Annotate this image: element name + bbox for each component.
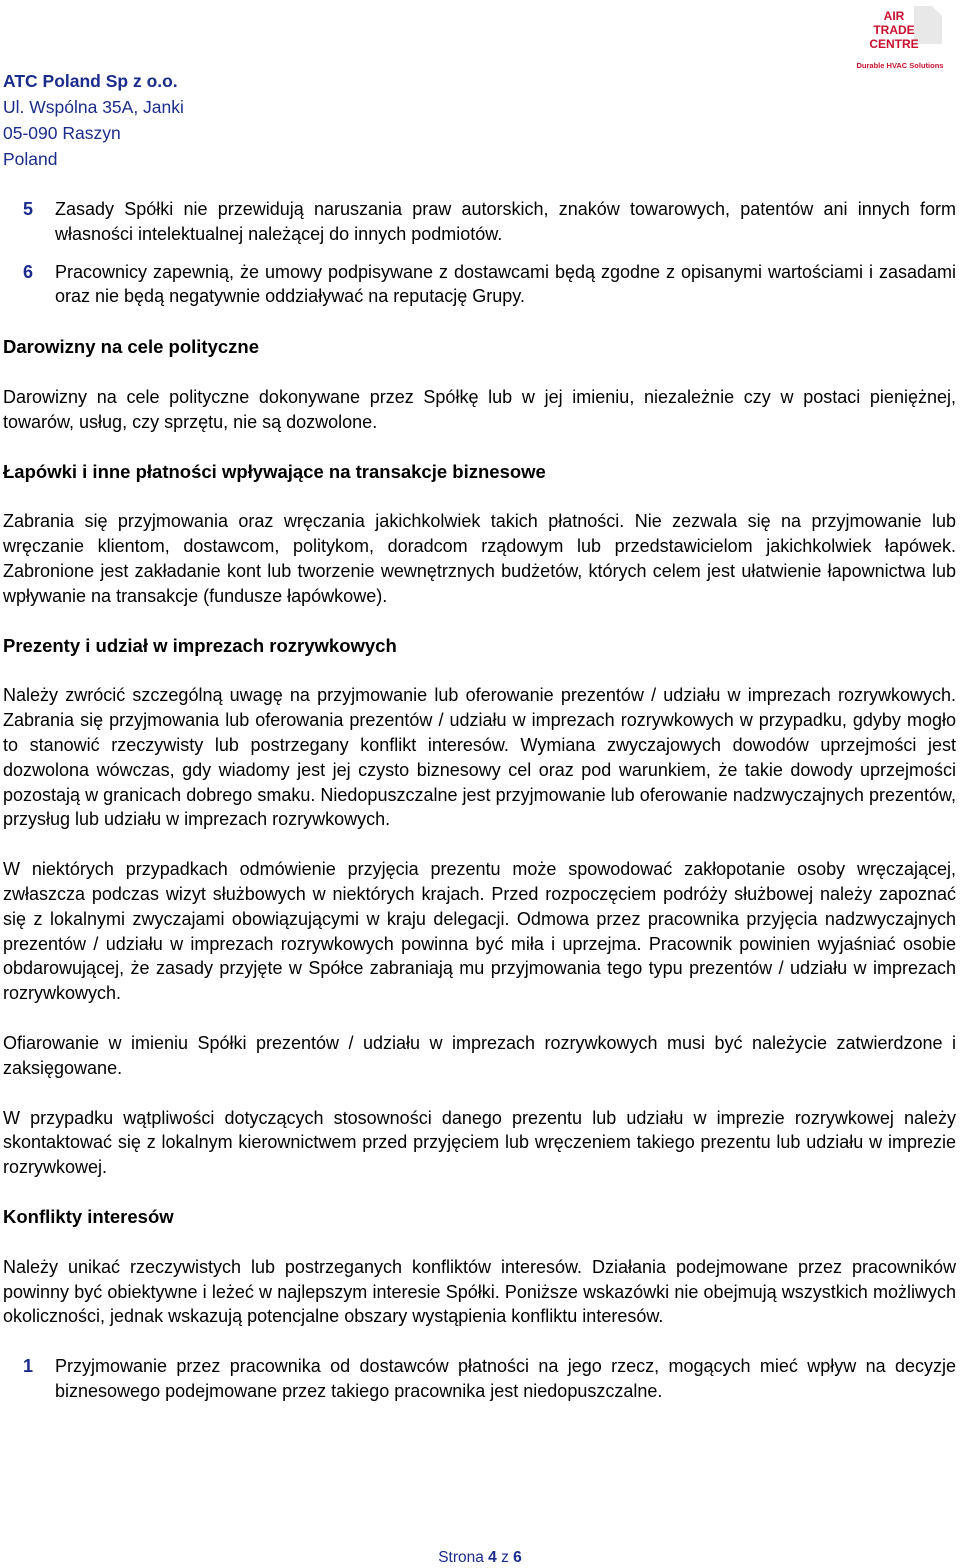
list-item-text: Przyjmowanie przez pracownika od dostawców płatności na jego rzecz, mogących mieć wpływ na decyzje biznesowego podejmowane przez takiego pracownika jest niedopuszczalne. (55, 1356, 956, 1401)
page-footer (0, 1548, 960, 1568)
page-number: 4 (488, 1549, 497, 1566)
paragraph: Zabrania się przyjmowania oraz wręczania jakichkolwiek takich płatności. Nie zezwala się na przyjmowanie lub wręczanie klientom, dostawcom, politykom, doradcom rządowym lub przedstawicielom jakichkolwiek łapówek. Zabronione jest zakładanie kont lub tworzenie wewnętrznych budżetów, których celem jest ułatwienie łapownictwa lub wpływanie na transakcje (fundusze łapówkowe). (3, 511, 956, 606)
list-item (23, 1354, 956, 1404)
list-item-number: 5 (23, 199, 34, 219)
logo-line2: TRADE (873, 23, 915, 37)
list-item (23, 260, 956, 310)
page-total: 6 (513, 1549, 522, 1566)
logo-line3: CENTRE (869, 37, 919, 51)
postal-city: 05-090 Raszyn (3, 123, 121, 143)
logo-tagline: Durable HVAC Solutions (856, 61, 944, 70)
list-item-text: Pracownicy zapewnią, że umowy podpisywane z dostawcami będą zgodne z opisanymi wartościami i zasadami oraz nie będą negatywnie oddziaływać na reputację Grupy. (55, 261, 956, 307)
section-heading-gifts: Prezenty i udział w imprezach rozrywkowych (3, 634, 397, 656)
paragraph: W niektórych przypadkach odmówienie przyjęcia prezentu może spowodować zakłopotanie osoby wręczającej, zwłaszcza podczas wizyt służbowych w niektórych krajach. Przed rozpoczęciem podróży służbowej należy zapoznać się z lokalnymi zwyczajami obowiązującymi w kraju delegacji. Odmowa przez pracownika przyjęcia nadzwyczajnych prezentów / udziału w imprezach rozrywkowych powinna być miła i uprzejma. Pracownik powinien wyjaśniać osobie obdarowującej, że zasady przyjęte w Spółce zabraniają mu przyjmowania tego typu prezentów / udziału w imprezach rozrywkowych. (3, 859, 956, 1004)
company-name: ATC Poland Sp z o.o. (3, 71, 178, 91)
list-item-number: 1 (23, 1356, 34, 1377)
air-trade-centre-logo-graphic (844, 4, 944, 72)
list-item (23, 197, 956, 247)
document-body (3, 197, 956, 1404)
paragraph: Ofiarowanie w imieniu Spółki prezentów / udziału w imprezach rozrywkowych musi być należycie zatwierdzone i zaksięgowane. (3, 1032, 956, 1078)
section-heading-bribes: Łapówki i inne płatności wpływające na transakcje biznesowe (3, 460, 546, 482)
paragraph: Należy unikać rzeczywistych lub postrzeganych konfliktów interesów. Działania podejmowane przez pracowników powinny być obiektywne i leżeć w najlepszym interesie Spółki. Poniższe wskazówki nie obejmują wszystkich możliwych okoliczności, jednak wskazują potencjalne obszary wystąpienia konfliktu interesów. (3, 1256, 956, 1327)
page-label: Strona (438, 1549, 484, 1566)
page-of: z (501, 1549, 509, 1566)
logo-line1: AIR (883, 9, 905, 23)
street-address: Ul. Wspólna 35A, Janki (3, 97, 184, 117)
address-block (3, 68, 184, 172)
paragraph: Darowizny na cele polityczne dokonywane przez Spółkę lub w jej imieniu, niezależnie czy w postaci pieniężnej, towarów, usług, czy sprzętu, nie są dozwolone. (3, 386, 956, 432)
country: Poland (3, 149, 58, 169)
paragraph: Należy zwrócić szczególną uwagę na przyjmowanie lub oferowanie prezentów / udziału w imprezach rozrywkowych. Zabrania się przyjmowania lub oferowania prezentów / udziału w imprezach rozrywkowych w przypadku, gdyby mogło to stanowić rzeczywisty lub postrzegany konflikt interesów. Wymiana zwyczajowych dowodów uprzejmości jest dozwolona wówczas, gdy wiadomy jest jej czysto biznesowy cel oraz pod warunkiem, że takie dowody uprzejmości pozostają w granicach dobrego smaku. Niedopuszczalne jest przyjmowanie lub oferowanie nadzwyczajnych prezentów, przysług lub udziału w imprezach rozrywkowych. (3, 685, 956, 830)
paragraph: W przypadku wątpliwości dotyczących stosowności danego prezentu lub udziału w imprezie rozrywkowej należy skontaktować się z lokalnym kierownictwem przed przyjęciem lub wręczeniem takiego prezentu lub udziału w imprezie rozrywkowej. (3, 1107, 956, 1178)
list-item-text: Zasady Spółki nie przewidują naruszania praw autorskich, znaków towarowych, patentów ani innych form własności intelektualnej należącej do innych podmiotów. (55, 199, 956, 244)
list-item-number: 6 (23, 261, 34, 282)
section-heading-conflicts: Konflikty interesów (3, 1205, 174, 1227)
company-logo (844, 4, 944, 72)
section-heading-donations: Darowizny na cele polityczne (3, 336, 259, 358)
